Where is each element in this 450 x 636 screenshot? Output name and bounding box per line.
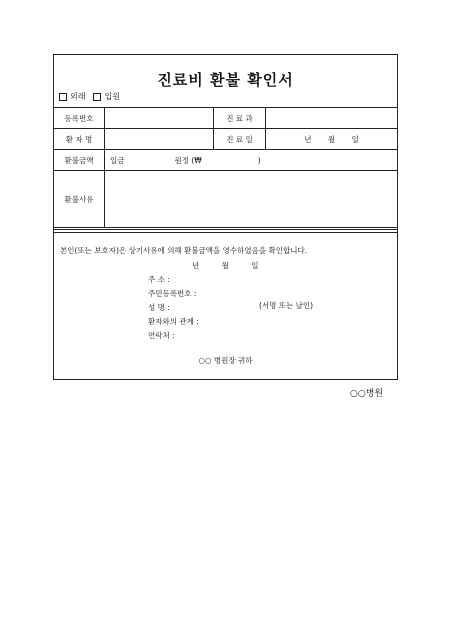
inpatient-label: 입원 [104,92,120,101]
name-field[interactable] [148,301,258,315]
name-label: 성 명 : [148,303,170,312]
outpatient-checkbox[interactable] [59,93,67,101]
contact-field[interactable] [148,329,258,343]
inpatient-option[interactable] [93,91,119,102]
outpatient-option[interactable] [59,91,85,102]
amount-prefix: 일금 [110,155,125,165]
inpatient-checkbox[interactable] [93,93,101,101]
info-table [54,107,397,228]
rrn-label: 주민등록번호 : [148,289,197,298]
patient-name-field[interactable] [105,129,214,150]
signature-note: (서명 또는 날인) [259,301,314,310]
amount-field[interactable] [105,150,398,171]
relation-label: 환자와의 관계 : [148,317,199,326]
reg-no-field[interactable] [105,108,214,129]
reg-no-label: 등록번호 [54,108,105,129]
relation-field[interactable] [148,315,258,329]
refund-form [53,54,398,380]
table-row [54,129,397,150]
visit-date-field[interactable]: 년 월 일 [266,129,398,150]
signature-date[interactable]: 년 월 일 [192,261,259,270]
form-title: 진료비 환불 확인서 [157,71,294,89]
hospital-name: ○○병원 [350,389,384,399]
rrn-field[interactable] [148,287,258,301]
double-divider [54,229,397,230]
table-row [54,171,397,228]
outpatient-label: 외래 [70,92,86,101]
divider-line [54,232,397,233]
addressee: ○○ 병원장 귀하 [198,356,253,365]
table-row [54,108,397,129]
reason-label: 환불사유 [54,171,105,228]
table-row [54,150,397,171]
amount-suffix: 원정 (₩ [174,155,202,165]
amount-close: ) [257,155,261,165]
amount-label: 환불금액 [54,150,105,171]
contact-label: 연락처 : [148,331,175,340]
reason-field[interactable] [105,171,398,228]
signer-fields [148,273,258,343]
dept-field[interactable] [266,108,398,129]
patient-name-label: 환 자 명 [54,129,105,150]
visit-date-label: 진 료 일 [214,129,266,150]
visit-type-options [59,91,120,102]
address-field[interactable] [148,273,258,287]
confirmation-statement: 본인(또는 보호자)은 상기사유에 의해 환불금액을 영수하였음을 확인합니다. [60,246,308,255]
address-label: 주 소 : [148,275,170,284]
dept-label: 진 료 과 [214,108,266,129]
